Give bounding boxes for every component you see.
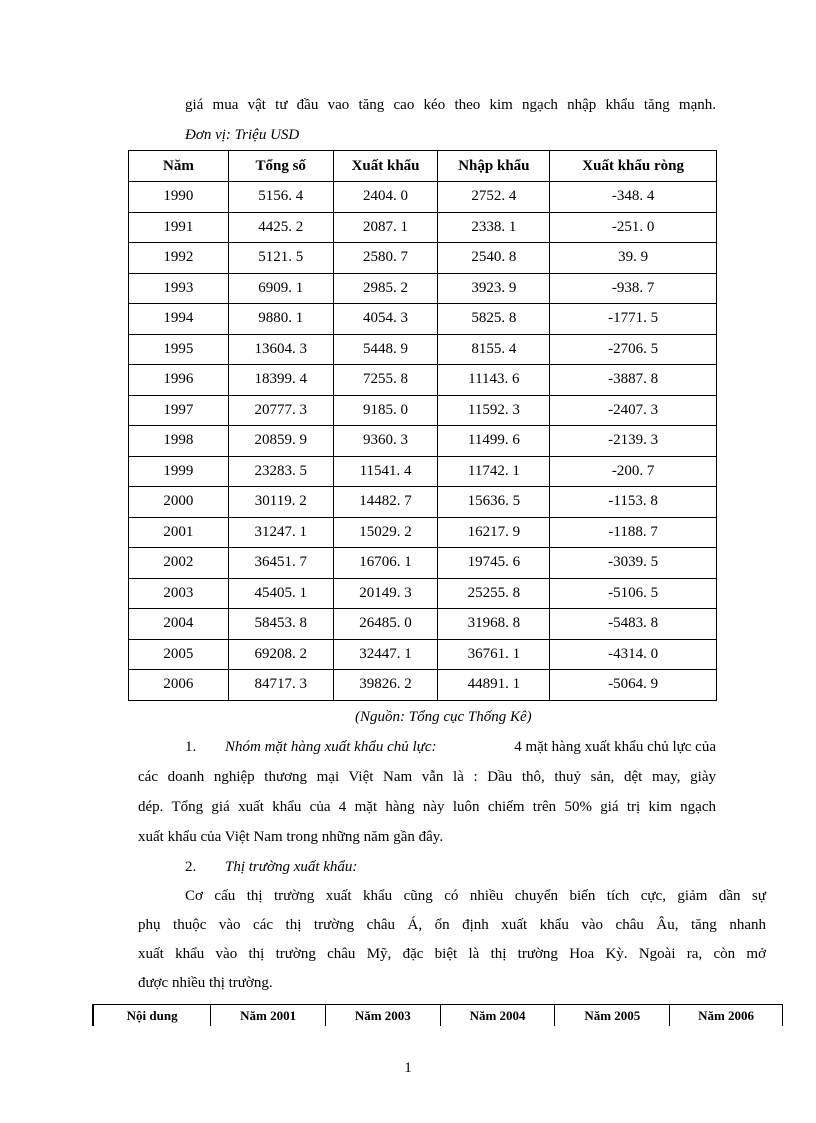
cell-import: 5825. 8 — [438, 304, 550, 335]
cell-year: 2006 — [129, 670, 229, 701]
cell-net-export: -348. 4 — [550, 182, 717, 213]
cell-import: 31968. 8 — [438, 609, 550, 640]
section2-number: 2. — [185, 859, 197, 875]
table-row — [129, 548, 717, 579]
cell-net-export: -1153. 8 — [550, 487, 717, 518]
header-total: Tổng số — [228, 151, 333, 182]
cell-export: 14482. 7 — [333, 487, 438, 518]
cell-export: 9360. 3 — [333, 426, 438, 457]
cell-total: 5156. 4 — [228, 182, 333, 213]
cell-total: 58453. 8 — [228, 609, 333, 640]
table-row — [129, 365, 717, 396]
cell-total: 30119. 2 — [228, 487, 333, 518]
table-row — [129, 578, 717, 609]
cell-total: 45405. 1 — [228, 578, 333, 609]
intro-line: giá mua vật tư đầu vao tăng cao kéo theo kim ngạch nhập khẩu tăng mạnh. — [185, 97, 716, 113]
cell-export: 7255. 8 — [333, 365, 438, 396]
section2-heading-line — [185, 857, 357, 877]
table-row — [129, 212, 717, 243]
cell-total: 20777. 3 — [228, 395, 333, 426]
page-number: 1 — [404, 1060, 412, 1076]
cell-export: 11541. 4 — [333, 456, 438, 487]
cell-import: 11499. 6 — [438, 426, 550, 457]
section2-line4: được nhiều thị trường. — [138, 975, 273, 991]
section1-line1: 4 mặt hàng xuất khẩu chủ lực của — [514, 739, 716, 755]
cell-total: 5121. 5 — [228, 243, 333, 274]
cell-net-export: -200. 7 — [550, 456, 717, 487]
cell-export: 2087. 1 — [333, 212, 438, 243]
market-header-2006: Năm 2006 — [670, 1005, 783, 1027]
cell-net-export: -3887. 8 — [550, 365, 717, 396]
cell-year: 2002 — [129, 548, 229, 579]
cell-import: 2540. 8 — [438, 243, 550, 274]
cell-total: 69208. 2 — [228, 639, 333, 670]
table-row — [129, 639, 717, 670]
cell-export: 32447. 1 — [333, 639, 438, 670]
table-row — [129, 304, 717, 335]
table-row — [129, 670, 717, 701]
cell-year: 2000 — [129, 487, 229, 518]
market-header-2004: Năm 2004 — [440, 1005, 555, 1027]
cell-total: 36451. 7 — [228, 548, 333, 579]
header-year: Năm — [129, 151, 229, 182]
cell-export: 2404. 0 — [333, 182, 438, 213]
cell-export: 20149. 3 — [333, 578, 438, 609]
section1-line3: dép. Tổng giá xuất khẩu của 4 mặt hàng này luôn chiếm trên 50% giá trị kim ngạch — [138, 799, 716, 815]
header-net-export: Xuất khẩu ròng — [550, 151, 717, 182]
cell-import: 25255. 8 — [438, 578, 550, 609]
cell-total: 23283. 5 — [228, 456, 333, 487]
cell-year: 1991 — [129, 212, 229, 243]
cell-net-export: -5106. 5 — [550, 578, 717, 609]
section2-line3: xuất khẩu vào thị trường châu Mỹ, đặc biệt là thị trường Hoa Kỳ. Ngoài ra, còn mở — [138, 946, 766, 962]
market-header-2001: Năm 2001 — [211, 1005, 326, 1027]
market-table — [92, 1004, 783, 1026]
cell-import: 36761. 1 — [438, 639, 550, 670]
cell-net-export: -5483. 8 — [550, 609, 717, 640]
header-import: Nhập khẩu — [438, 151, 550, 182]
table-row — [129, 426, 717, 457]
cell-export: 5448. 9 — [333, 334, 438, 365]
section1-line2: các doanh nghiệp thương mại Việt Nam vẫn là : Dầu thô, thuỷ sản, dệt may, giày — [138, 769, 716, 785]
cell-year: 1998 — [129, 426, 229, 457]
cell-total: 9880. 1 — [228, 304, 333, 335]
cell-year: 2005 — [129, 639, 229, 670]
cell-year: 2004 — [129, 609, 229, 640]
cell-net-export: -3039. 5 — [550, 548, 717, 579]
cell-net-export: -251. 0 — [550, 212, 717, 243]
cell-total: 18399. 4 — [228, 365, 333, 396]
cell-total: 84717. 3 — [228, 670, 333, 701]
cell-year: 1996 — [129, 365, 229, 396]
table-row — [129, 395, 717, 426]
cell-import: 11742. 1 — [438, 456, 550, 487]
cell-net-export: -1188. 7 — [550, 517, 717, 548]
cell-year: 1990 — [129, 182, 229, 213]
cell-export: 26485. 0 — [333, 609, 438, 640]
cell-import: 19745. 6 — [438, 548, 550, 579]
cell-total: 13604. 3 — [228, 334, 333, 365]
cell-export: 16706. 1 — [333, 548, 438, 579]
table-row — [129, 182, 717, 213]
market-table-header-row — [93, 1005, 783, 1027]
table-row — [129, 243, 717, 274]
cell-year: 2003 — [129, 578, 229, 609]
table-row — [129, 456, 717, 487]
cell-year: 1992 — [129, 243, 229, 274]
table-row — [129, 487, 717, 518]
cell-export: 39826. 2 — [333, 670, 438, 701]
market-header-content: Nội dung — [93, 1005, 211, 1027]
cell-net-export: -938. 7 — [550, 273, 717, 304]
section1-title: Nhóm mặt hàng xuất khẩu chủ lực: — [225, 739, 437, 755]
unit-label: Đơn vị: Triệu USD — [185, 127, 300, 143]
cell-total: 20859. 9 — [228, 426, 333, 457]
cell-net-export: -5064. 9 — [550, 670, 717, 701]
cell-export: 2580. 7 — [333, 243, 438, 274]
section2-line2: phụ thuộc vào các thị trường châu Á, ổn định xuất khẩu vào châu Âu, tăng nhanh — [138, 917, 766, 933]
section1-line4: xuất khẩu của Việt Nam trong những năm gần đây. — [138, 829, 444, 845]
trade-table-body — [129, 182, 717, 701]
cell-import: 2338. 1 — [438, 212, 550, 243]
cell-import: 44891. 1 — [438, 670, 550, 701]
table-row — [129, 517, 717, 548]
source-note: (Nguồn: Tổng cục Thống Kê) — [355, 709, 532, 725]
section2-line1: Cơ cấu thị trường xuất khẩu cũng có nhiều chuyển biến tích cực, giảm dần sự — [185, 888, 766, 904]
header-export: Xuất khẩu — [333, 151, 438, 182]
cell-export: 4054. 3 — [333, 304, 438, 335]
cell-import: 16217. 9 — [438, 517, 550, 548]
cell-import: 3923. 9 — [438, 273, 550, 304]
cell-year: 1997 — [129, 395, 229, 426]
cell-import: 15636. 5 — [438, 487, 550, 518]
section1-number: 1. — [185, 739, 197, 755]
section2-title: Thị trường xuất khẩu: — [225, 859, 358, 875]
section1-heading-line — [185, 737, 716, 757]
cell-export: 15029. 2 — [333, 517, 438, 548]
cell-total: 4425. 2 — [228, 212, 333, 243]
market-header-2005: Năm 2005 — [555, 1005, 670, 1027]
cell-total: 6909. 1 — [228, 273, 333, 304]
cell-total: 31247. 1 — [228, 517, 333, 548]
cell-export: 2985. 2 — [333, 273, 438, 304]
cell-year: 1993 — [129, 273, 229, 304]
cell-net-export: -2407. 3 — [550, 395, 717, 426]
cell-net-export: -1771. 5 — [550, 304, 717, 335]
cell-net-export: -4314. 0 — [550, 639, 717, 670]
trade-table — [128, 150, 717, 701]
table-row — [129, 273, 717, 304]
market-header-2003: Năm 2003 — [325, 1005, 440, 1027]
cell-net-export: 39. 9 — [550, 243, 717, 274]
cell-import: 2752. 4 — [438, 182, 550, 213]
cell-year: 1999 — [129, 456, 229, 487]
cell-net-export: -2706. 5 — [550, 334, 717, 365]
cell-year: 1994 — [129, 304, 229, 335]
trade-table-header-row — [129, 151, 717, 182]
cell-year: 1995 — [129, 334, 229, 365]
cell-import: 8155. 4 — [438, 334, 550, 365]
cell-net-export: -2139. 3 — [550, 426, 717, 457]
table-row — [129, 609, 717, 640]
table-row — [129, 334, 717, 365]
cell-year: 2001 — [129, 517, 229, 548]
cell-export: 9185. 0 — [333, 395, 438, 426]
cell-import: 11143. 6 — [438, 365, 550, 396]
cell-import: 11592. 3 — [438, 395, 550, 426]
